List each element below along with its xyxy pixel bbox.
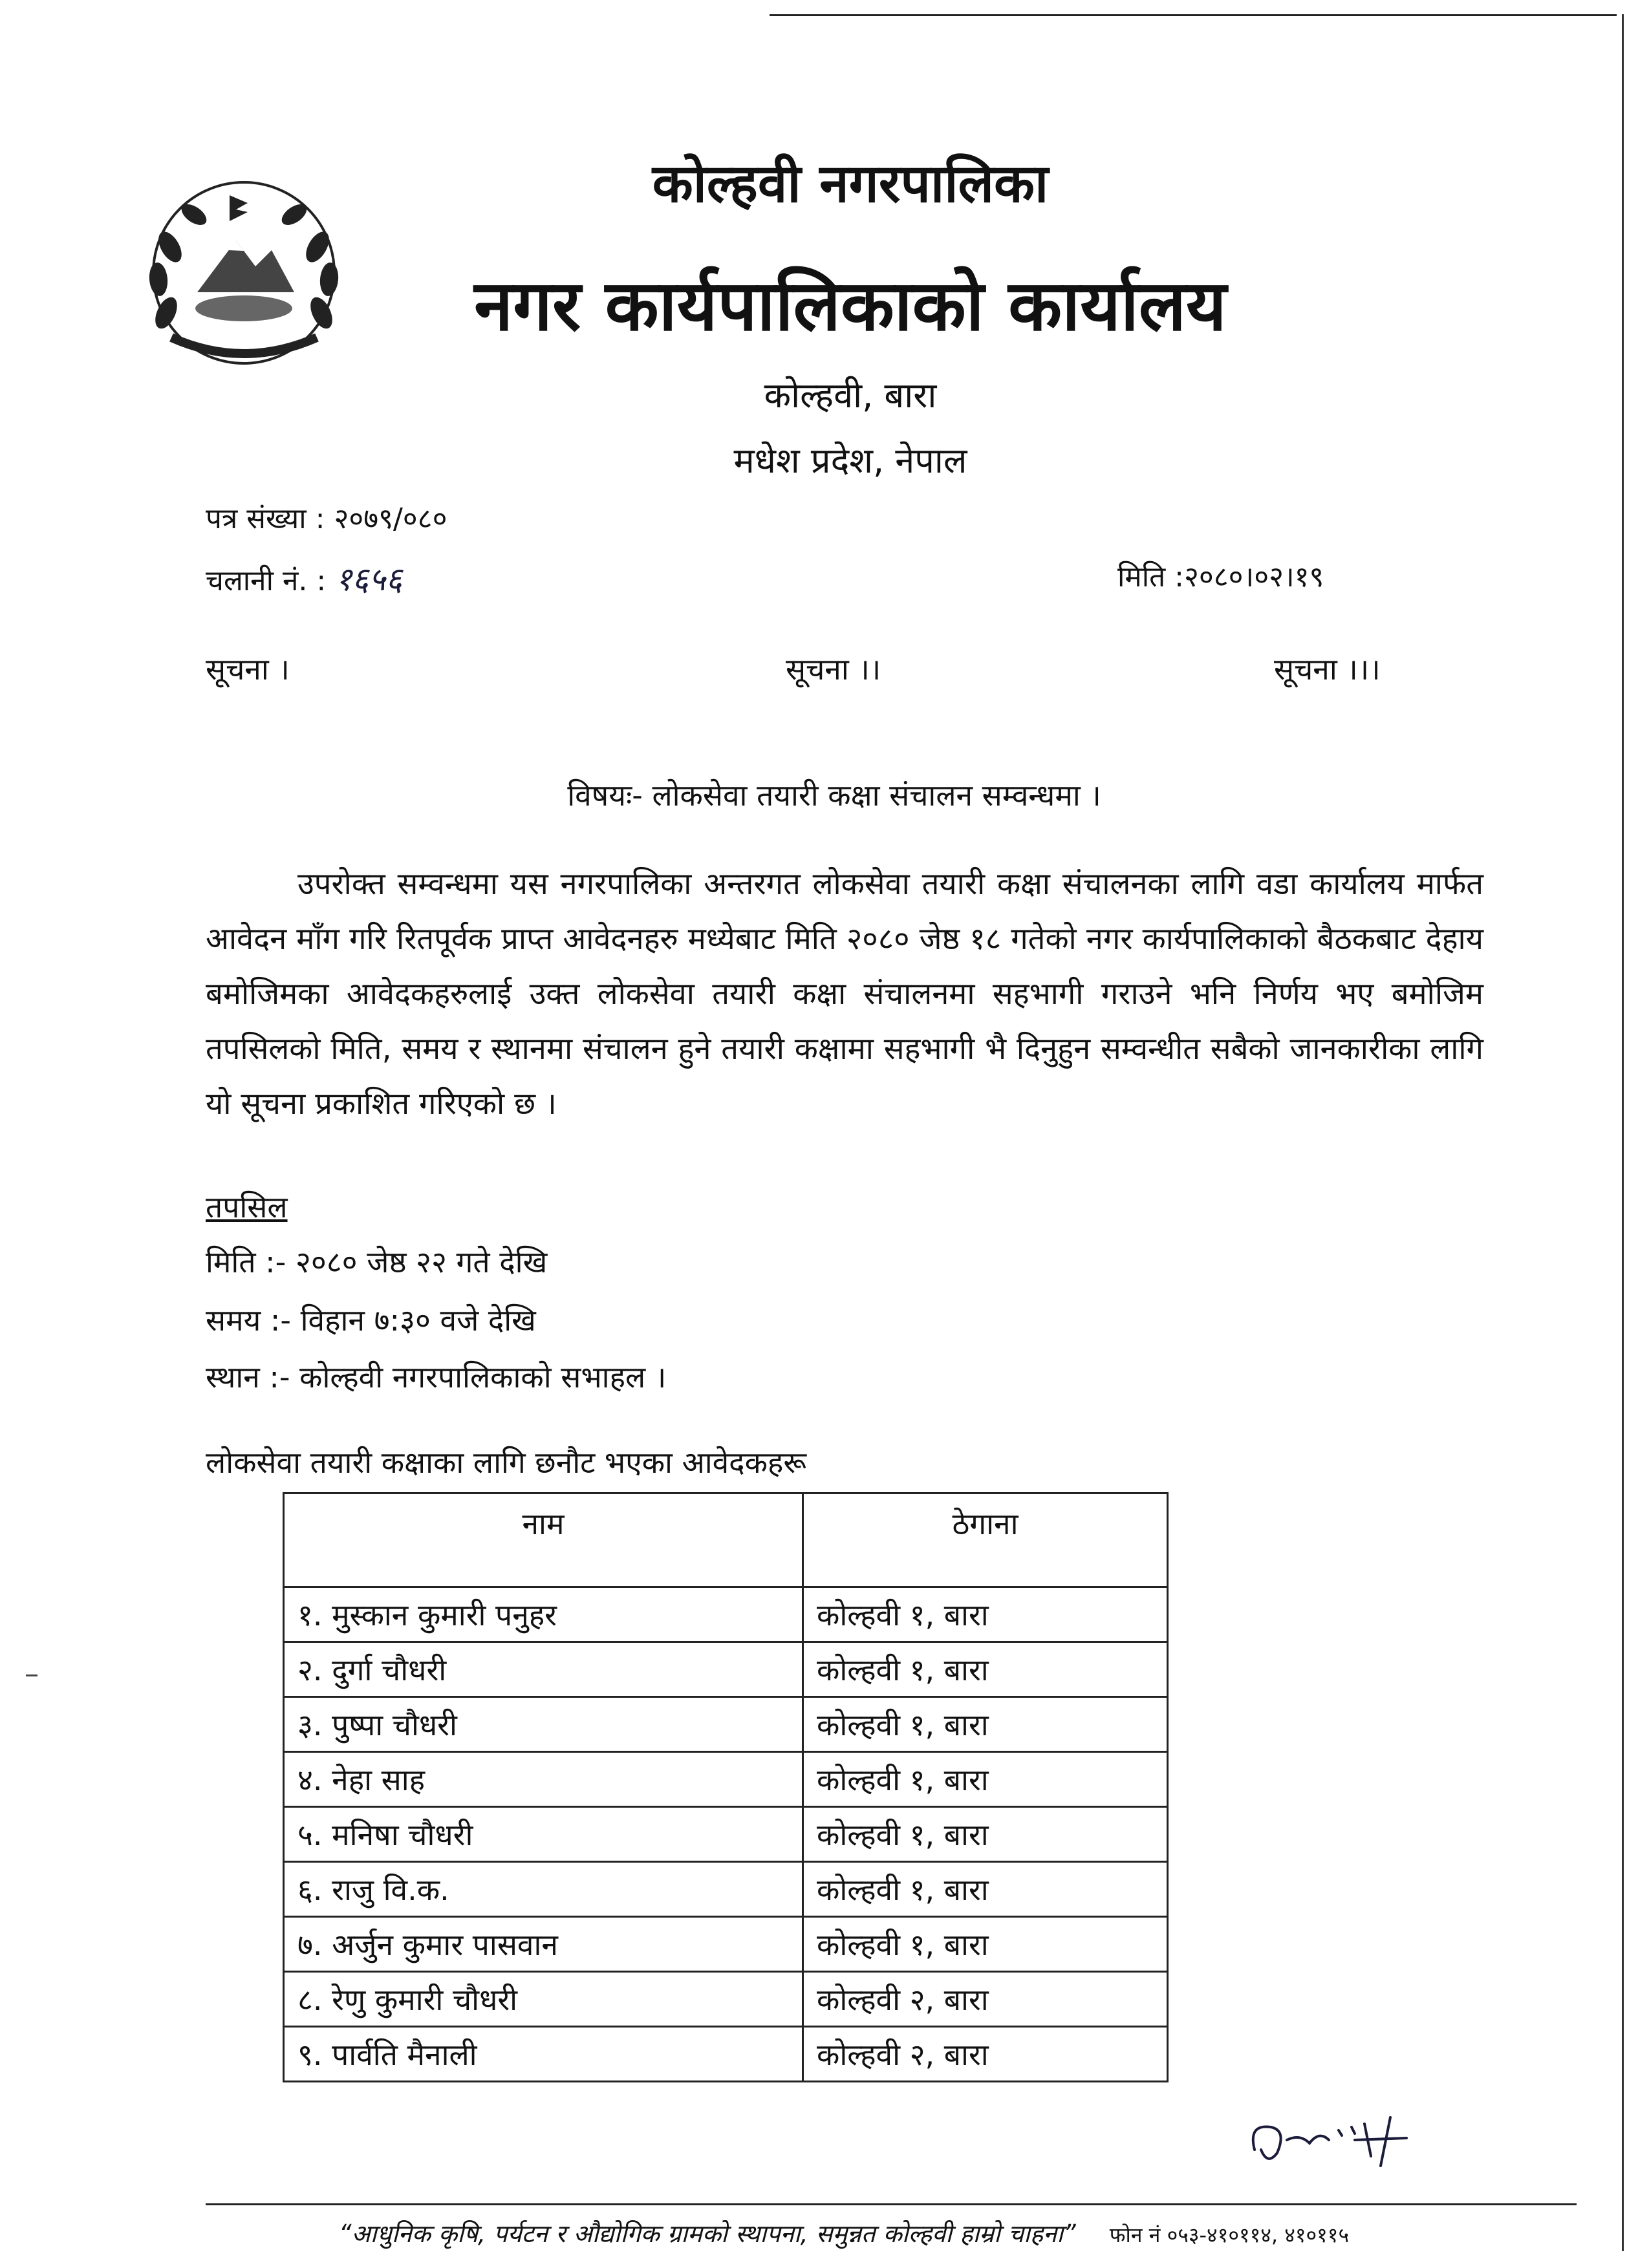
- applicant-address: कोल्हवी १, बारा: [803, 1807, 1168, 1862]
- footer-rule: [206, 2203, 1577, 2205]
- table-row: [284, 1862, 1168, 1917]
- table-row: [284, 1642, 1168, 1697]
- class-date: मिति :- २०८० जेष्ठ २२ गते देखि: [206, 1245, 548, 1279]
- table-row: [284, 1587, 1168, 1642]
- table-row: [284, 1917, 1168, 1972]
- class-venue: स्थान :- कोल्हवी नगरपालिकाको सभाहल ।: [206, 1360, 667, 1395]
- selected-applicants-caption: लोकसेवा तयारी कक्षाका लागि छनौट भएका आवेदकहरू: [206, 1445, 807, 1480]
- municipality-name: कोल्हवी नगरपालिका: [652, 153, 1049, 215]
- dispatch-number-label: चलानी नं. :: [206, 564, 327, 597]
- office-name: नगर कार्यपालिकाको कार्यालय: [474, 266, 1227, 347]
- notice-heading-left: सूचना ।: [206, 652, 290, 687]
- applicant-address: कोल्हवी १, बारा: [803, 1642, 1168, 1697]
- footer: [0, 2216, 1649, 2250]
- applicant-name: ६. राजु वि.क.: [284, 1862, 803, 1917]
- subject-line: विषयः- लोकसेवा तयारी कक्षा संचालन सम्वन्धमा ।: [567, 778, 1101, 813]
- applicant-address: कोल्हवी २, बारा: [803, 2027, 1168, 2082]
- letter-date: मिति :२०८०।०२।१९: [1117, 561, 1324, 594]
- applicants-table: [283, 1492, 1169, 2082]
- footer-phone: फोन नं ०५३-४१०११४, ४१०११५: [1109, 2223, 1350, 2247]
- applicant-name: १. मुस्कान कुमारी पनुहर: [284, 1587, 803, 1642]
- address-line-1: कोल्हवी, बारा: [764, 375, 937, 416]
- table-row: [284, 1752, 1168, 1807]
- letter-number: पत्र संख्या : २०७९/०८०: [206, 502, 447, 535]
- applicant-address: कोल्हवी १, बारा: [803, 1752, 1168, 1807]
- applicant-name: ९. पार्वति मैनाली: [284, 2027, 803, 2082]
- notice-heading-center: सूचना ।।: [786, 652, 881, 687]
- address-column-header: ठेगाना: [803, 1493, 1168, 1587]
- applicant-name: ३. पुष्पा चौधरी: [284, 1697, 803, 1752]
- applicant-address: कोल्हवी १, बारा: [803, 1587, 1168, 1642]
- table-row: [284, 1807, 1168, 1862]
- table-row: [284, 1697, 1168, 1752]
- name-column-header: नाम: [284, 1493, 803, 1587]
- applicant-name: ७. अर्जुन कुमार पासवान: [284, 1917, 803, 1972]
- table-header-row: [284, 1493, 1168, 1587]
- scan-mark: [26, 1674, 38, 1676]
- dispatch-number: [206, 556, 402, 600]
- applicant-name: २. दुर्गा चौधरी: [284, 1642, 803, 1697]
- applicant-address: कोल्हवी २, बारा: [803, 1972, 1168, 2027]
- notice-body-paragraph: उपरोक्त सम्वन्धमा यस नगरपालिका अन्तरगत लोकसेवा तयारी कक्षा संचालनका लागि वडा कार्यालय मार्फत आवेदन माँग गरि रितपूर्वक प्राप्त आवेदनहरु मध्येबाट मिति २०८० जेष्ठ १८ गतेको नगर कार्यपालिकाको बैठकबाट देहाय बमोजिमका आवेदकहरुलाई उक्त लोकसेवा तयारी कक्षा संचालनमा सहभागी गराउने भनि निर्णय भए बमोजिम तपसिलको मिति, समय र स्थानमा संचालन हुने तयारी कक्षामा सहभागी भै दिनुहुन सम्वन्धीत सबैको जानकारीका लागि यो सूचना प्रकाशित गरिएको छ ।: [206, 866, 1483, 1122]
- top-border-line: [770, 14, 1617, 16]
- address-line-2: मधेश प्रदेश, नेपाल: [733, 440, 967, 481]
- applicant-name: ४. नेहा साह: [284, 1752, 803, 1807]
- dispatch-number-handwritten: १६५६: [335, 561, 403, 598]
- applicant-address: कोल्हवी १, बारा: [803, 1697, 1168, 1752]
- footer-slogan: “आधुनिक कृषि, पर्यटन र औद्योगिक ग्रामको स्थापना, समुन्नत कोल्हवी हाम्रो चाहना”: [338, 2220, 1076, 2248]
- applicant-name: ५. मनिषा चौधरी: [284, 1807, 803, 1862]
- handwritten-signature: [1242, 2104, 1468, 2176]
- notice-heading-right: सूचना ।।।: [1274, 652, 1381, 687]
- applicant-address: कोल्हवी १, बारा: [803, 1917, 1168, 1972]
- details-heading: तपसिल: [206, 1190, 288, 1225]
- table-row: [284, 2027, 1168, 2082]
- class-time: समय :- विहान ७:३० वजे देखि: [206, 1303, 536, 1338]
- applicant-name: ८. रेणु कुमारी चौधरी: [284, 1972, 803, 2027]
- applicant-address: कोल्हवी १, बारा: [803, 1862, 1168, 1917]
- table-row: [284, 1972, 1168, 2027]
